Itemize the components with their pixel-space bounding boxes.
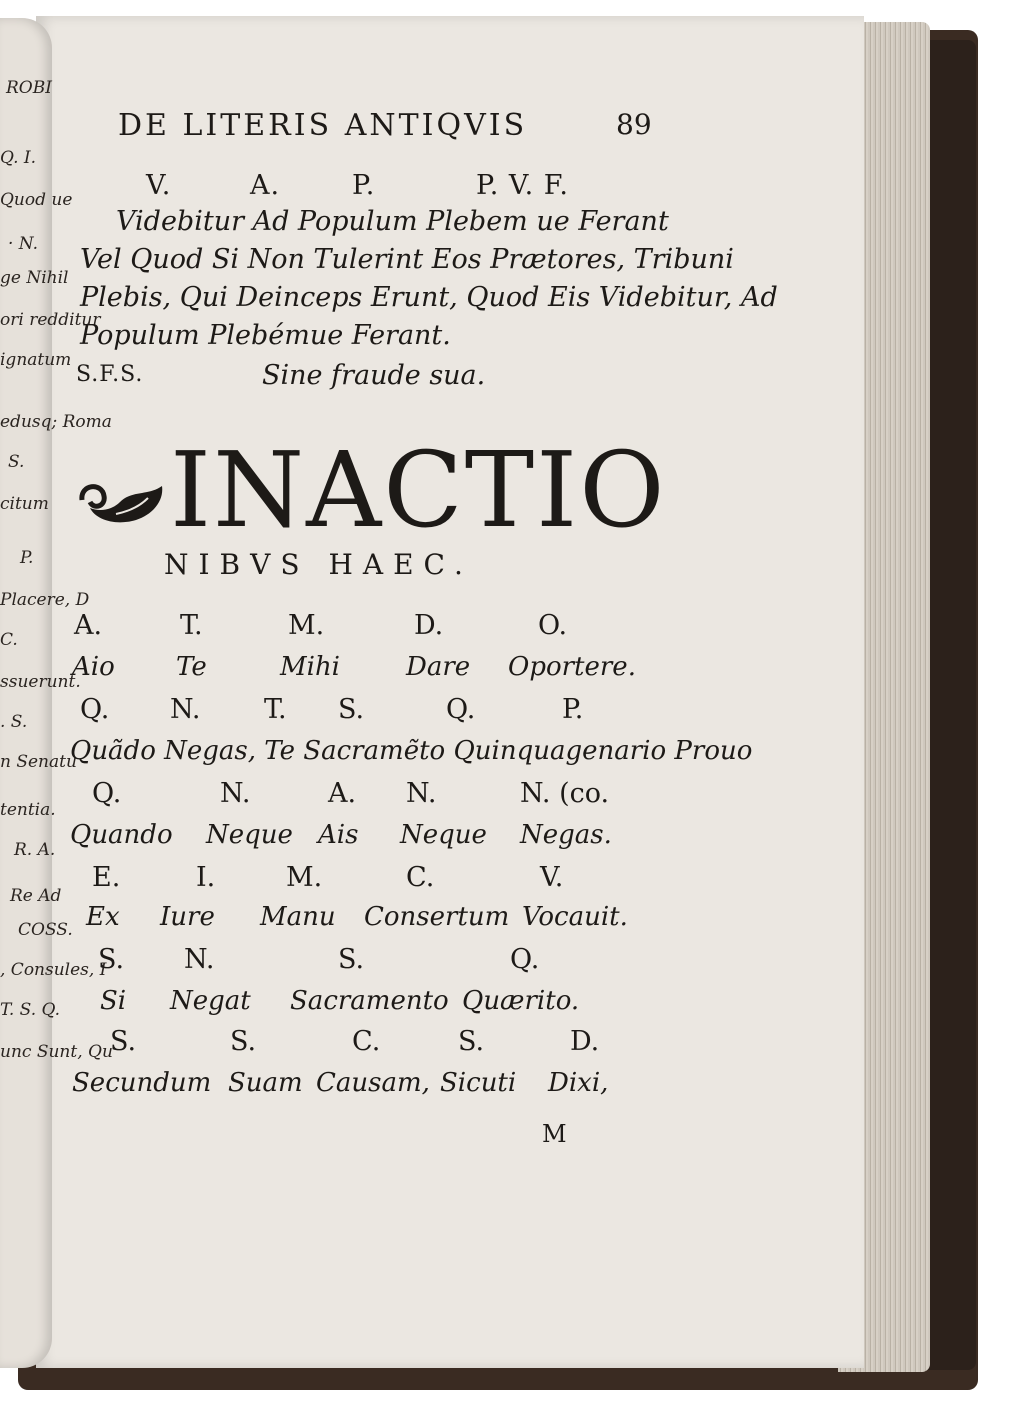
expansion-word: Manu — [260, 902, 336, 932]
left-page-fragment: ge Nihil — [0, 268, 69, 288]
running-header: DE LITERIS ANTIQVIS — [118, 108, 528, 143]
expansion-word: Si — [100, 986, 127, 1016]
left-page-fragment: n Senatu — [0, 752, 77, 772]
display-subtitle: NIBVS HAEC. — [164, 548, 473, 581]
left-page-fragment: . S. — [0, 712, 28, 732]
abbreviation-row — [0, 610, 1024, 650]
expansion-word: Causam, — [316, 1068, 430, 1098]
left-page-fragment: Re Ad — [10, 886, 62, 906]
abbrev-p: P. — [352, 170, 376, 201]
expansion-row — [0, 902, 1024, 942]
left-page-fragment: unc Sunt, Qu — [0, 1042, 113, 1062]
expansion-row — [0, 1068, 1024, 1108]
abbreviation-row — [0, 1026, 1024, 1066]
left-page-fragment: S. — [8, 452, 25, 472]
abbreviation: N. — [184, 944, 215, 975]
expansion-word: Oportere. — [508, 652, 636, 682]
display-title: INACTIO — [170, 429, 667, 551]
left-page-fragment: Placere, D — [0, 590, 90, 610]
text-line: Plebis, Qui Deinceps Erunt, Quod Eis Videbitur, Ad — [80, 282, 778, 313]
abbreviation: V. — [540, 862, 564, 893]
left-page-fragment: C. — [0, 630, 18, 650]
abbreviation: Q. — [92, 778, 122, 809]
expansion-word: Quando — [70, 820, 173, 850]
expansion-word: Quãdo Negas, Te Sacramẽto Quinquagenario Prouo — [70, 736, 753, 766]
left-page-fragment: COSS. — [18, 920, 73, 940]
abbreviation: C. — [406, 862, 435, 893]
expansion-word: Mihi — [280, 652, 340, 682]
abbreviation: A. — [74, 610, 103, 641]
expansion-word: Dare — [406, 652, 471, 682]
abbreviation-row — [0, 694, 1024, 734]
left-page-fragment: ignatum — [0, 350, 72, 370]
abbreviation: C. — [352, 1026, 381, 1057]
abbreviation: D. — [570, 1026, 600, 1057]
abbreviation: Q. — [510, 944, 540, 975]
expansion-word: Iure — [160, 902, 215, 932]
expansion-word: Ais — [318, 820, 359, 850]
expansion-row — [0, 652, 1024, 692]
expansion-row — [0, 986, 1024, 1026]
text-line: Videbitur Ad Populum Plebem ue Ferant — [116, 206, 669, 237]
abbrev-pvf: P. V. F. — [476, 170, 569, 201]
abbreviation: N. — [170, 694, 201, 725]
abbreviation: Q. — [446, 694, 476, 725]
abbreviation: M. — [288, 610, 325, 641]
abbreviation: S. — [98, 944, 125, 975]
expansion-word: Quærito. — [462, 986, 580, 1016]
left-page-fragment: citum — [0, 494, 49, 514]
expansion-word: Ex — [86, 902, 120, 932]
left-page-fragment: ori redditur — [0, 310, 101, 330]
expansion-word: Vocauit. — [522, 902, 628, 932]
expansion-row — [0, 820, 1024, 860]
abbreviation: D. — [414, 610, 444, 641]
abbreviation: S. — [338, 694, 365, 725]
expansion-row — [0, 736, 1024, 776]
expansion-word: Secundum — [72, 1068, 212, 1098]
left-page-fragment: ROBI — [6, 78, 52, 98]
expansion-word: Consertum — [364, 902, 510, 932]
abbreviation: N. — [406, 778, 437, 809]
left-page-fragment: Quod ue — [0, 190, 73, 210]
abbreviation: I. — [196, 862, 216, 893]
sfs-abbr: S.F.S. — [76, 362, 144, 387]
left-page-fragment: P. — [20, 548, 34, 568]
leaf-ornament-icon — [76, 470, 168, 532]
abbrev-a: A. — [250, 170, 281, 201]
expansion-word: Aio — [72, 652, 115, 682]
abbrev-v: V. — [146, 170, 172, 201]
left-page-fragment: Q. I. — [0, 148, 37, 168]
abbreviation: N. (co. — [520, 778, 610, 809]
abbreviation: P. — [562, 694, 584, 725]
expansion-word: Negas. — [520, 820, 612, 850]
text-line: Populum Plebémue Ferant. — [80, 320, 451, 351]
abbreviation: O. — [538, 610, 568, 641]
abbreviation: E. — [92, 862, 121, 893]
page-number: 89 — [616, 108, 652, 141]
left-page-fragment: · N. — [8, 234, 38, 254]
abbreviation: T. — [180, 610, 203, 641]
abbreviation: M. — [286, 862, 323, 893]
expansion-word: Sicuti — [440, 1068, 517, 1098]
abbreviation-row — [0, 944, 1024, 984]
text-line: Vel Quod Si Non Tulerint Eos Prætores, Tribuni — [80, 244, 734, 275]
abbreviation-row — [0, 862, 1024, 902]
expansion-word: Negat — [170, 986, 251, 1016]
expansion-word: Suam — [228, 1068, 303, 1098]
left-page-fragment: tentia. — [0, 800, 56, 820]
abbreviation: S. — [338, 944, 365, 975]
catchword: M — [542, 1120, 568, 1148]
left-page-fragment: R. A. — [14, 840, 56, 860]
abbreviation: N. — [220, 778, 251, 809]
abbreviation-row — [0, 778, 1024, 818]
abbreviation: S. — [230, 1026, 257, 1057]
abbreviation: S. — [110, 1026, 137, 1057]
left-page-fragment: edusq; Roma — [0, 412, 112, 432]
expansion-word: Dixi, — [548, 1068, 609, 1098]
abbreviation: Q. — [80, 694, 110, 725]
expansion-word: Neque — [206, 820, 293, 850]
left-page-fragment: ssuerunt. — [0, 672, 81, 692]
sfs-text: Sine fraude sua. — [262, 360, 486, 391]
expansion-word: Sacramento — [290, 986, 449, 1016]
expansion-word: Te — [176, 652, 207, 682]
abbreviation: A. — [328, 778, 357, 809]
abbreviation: T. — [264, 694, 287, 725]
expansion-word: Neque — [400, 820, 487, 850]
left-page-fragment: , Consules, I — [0, 960, 107, 980]
left-page-fragment: T. S. Q. — [0, 1000, 60, 1020]
abbreviation: S. — [458, 1026, 485, 1057]
